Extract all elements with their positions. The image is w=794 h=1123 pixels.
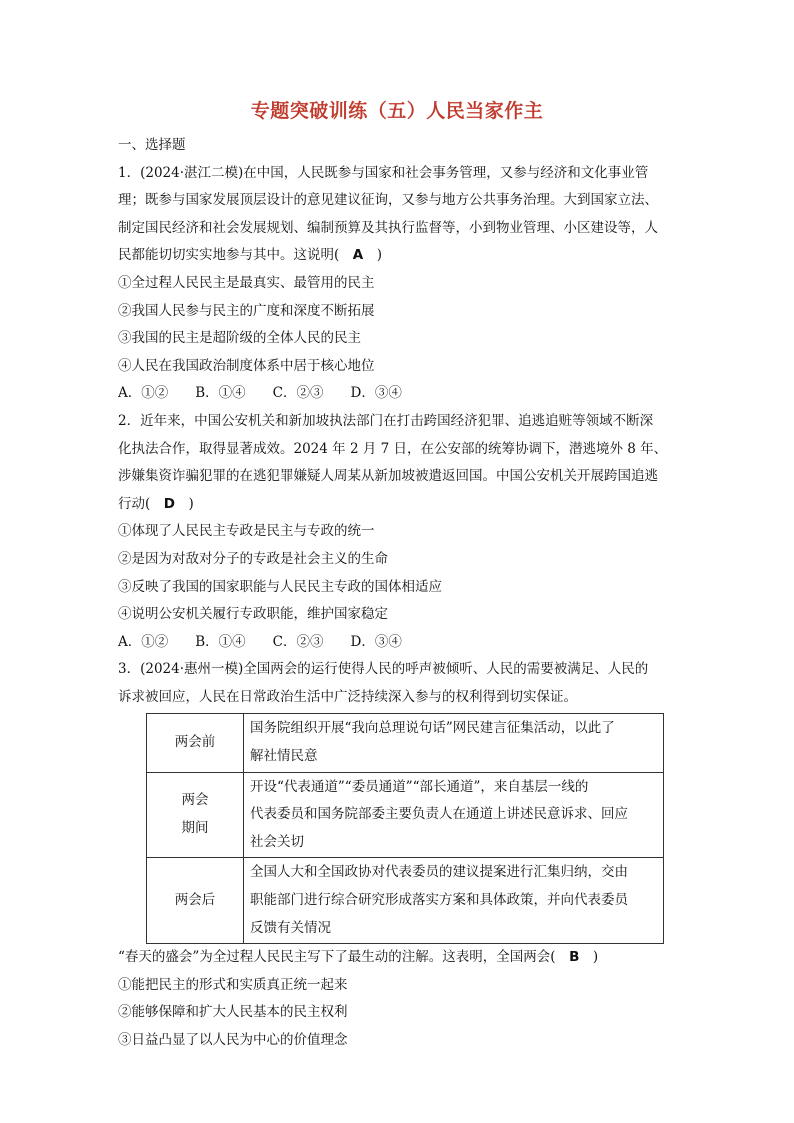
question-2-line: 化执法合作，取得显著成效。2024 年 2 月 7 日，在公安部的统筹协调下，潜逃境外 8 年、: [118, 440, 668, 457]
table-row: [147, 714, 664, 772]
question-2-line: 涉嫌集资诈骗犯罪的在逃犯罪嫌疑人周某从新加坡被遣返回国。中国公安机关开展跨国追逃: [118, 468, 658, 485]
question-1-choices: A．①② B．①④ C．②③ D．③④: [118, 385, 402, 402]
question-3-paren: ): [592, 949, 599, 966]
question-3-option: ②能够保障和扩大人民基本的民主权利: [118, 1004, 348, 1021]
table-row-label: 两会 期间: [147, 772, 244, 858]
question-2-option: ②是因为对敌对分子的专政是社会主义的生命: [118, 550, 388, 567]
question-3-line: 诉求被回应，人民在日常政治生活中广泛持续深入参与的权利得到切实保证。: [118, 688, 577, 705]
question-2-option: ④说明公安机关履行专政职能，维护国家稳定: [118, 606, 388, 623]
table-row-label: 两会前: [147, 714, 244, 772]
page-title: 专题突破训练（五）人民当家作主: [250, 100, 544, 122]
question-2: [118, 408, 678, 656]
table-row: [147, 772, 664, 858]
question-3-option: ③日益凸显了以人民为中心的价值理念: [118, 1032, 348, 1048]
question-3-answer: B: [569, 949, 580, 966]
question-1-paren: ): [376, 247, 383, 264]
question-3-stem-end: [118, 944, 678, 972]
table-row-desc: 国务院组织开展“我向总理说句话”网民建言征集活动，以此了 解社情民意: [244, 714, 664, 772]
question-1-option: ②我国人民参与民主的广度和深度不断拓展: [118, 302, 375, 319]
table-row-desc: 开设“代表通道”“委员通道”“部长通道”，来自基层一线的 代表委员和国务院部委主要负责人在通道上讲述民意诉求、回应 社会关切: [244, 772, 664, 858]
question-1-stem-end: 民都能切切实实地参与其中。这说明(: [118, 247, 340, 264]
question-2-answer: D: [163, 495, 175, 512]
question-1-line: 理；既参与国家发展顶层设计的意见建议征询，又参与地方公共事务治理。大到国家立法、: [118, 192, 658, 209]
question-2-paren: ): [188, 495, 194, 512]
question-1-option: ④人民在我国政治制度体系中居于核心地位: [118, 357, 375, 374]
question-3-line: 3．(2024·惠州一模)全国两会的运行使得人民的呼声被倾听、人民的需要被满足、人民的: [118, 661, 649, 678]
question-2-line: 2．近年来，中国公安机关和新加坡执法部门在打击跨国经济犯罪、追逃追赃等领域不断深: [118, 412, 654, 429]
question-1-option: ①全过程人民民主是最真实、最管用的民主: [118, 274, 375, 291]
question-1-option: ③我国的民主是超阶级的全体人民的民主: [118, 330, 361, 347]
question-2-stem-end: 行动(: [118, 495, 151, 512]
question-1-line: 制定国民经济和社会发展规划、编制预算及其执行监督等，小到物业管理、小区建设等，人: [118, 219, 658, 236]
question-2-option: ①体现了人民民主专政是民主与专政的统一: [118, 523, 375, 540]
table-row: [147, 858, 664, 944]
table-row-label: 两会后: [147, 858, 244, 944]
question-1: [118, 160, 678, 408]
question-2-option: ③反映了我国的国家职能与人民民主专政的国体相适应: [118, 578, 442, 595]
question-2-choices: A．①② B．①④ C．②③ D．③④: [118, 633, 402, 650]
document-body: [118, 132, 678, 1055]
section-heading: 一、选择题: [118, 137, 186, 153]
question-1-line: 1．(2024·湛江二模)在中国，人民既参与国家和社会事务管理，又参与经济和文化事业管: [118, 164, 649, 181]
question-3-stem-text: “春天的盛会”为全过程人民民主写下了最生动的注解。这表明，全国两会(: [118, 949, 556, 966]
question-3: [118, 656, 678, 1054]
table-row-desc: 全国人大和全国政协对代表委员的建议提案进行汇集归纳，交由 职能部门进行综合研究形成落实方案和具体政策，并向代表委员 反馈有关情况: [244, 858, 664, 944]
question-3-option: ①能把民主的形式和实质真正统一起来: [118, 976, 348, 993]
question-1-answer: A: [352, 247, 364, 264]
question-2-line: [118, 491, 678, 519]
question-1-line: [118, 242, 678, 270]
two-sessions-table: [146, 713, 664, 944]
